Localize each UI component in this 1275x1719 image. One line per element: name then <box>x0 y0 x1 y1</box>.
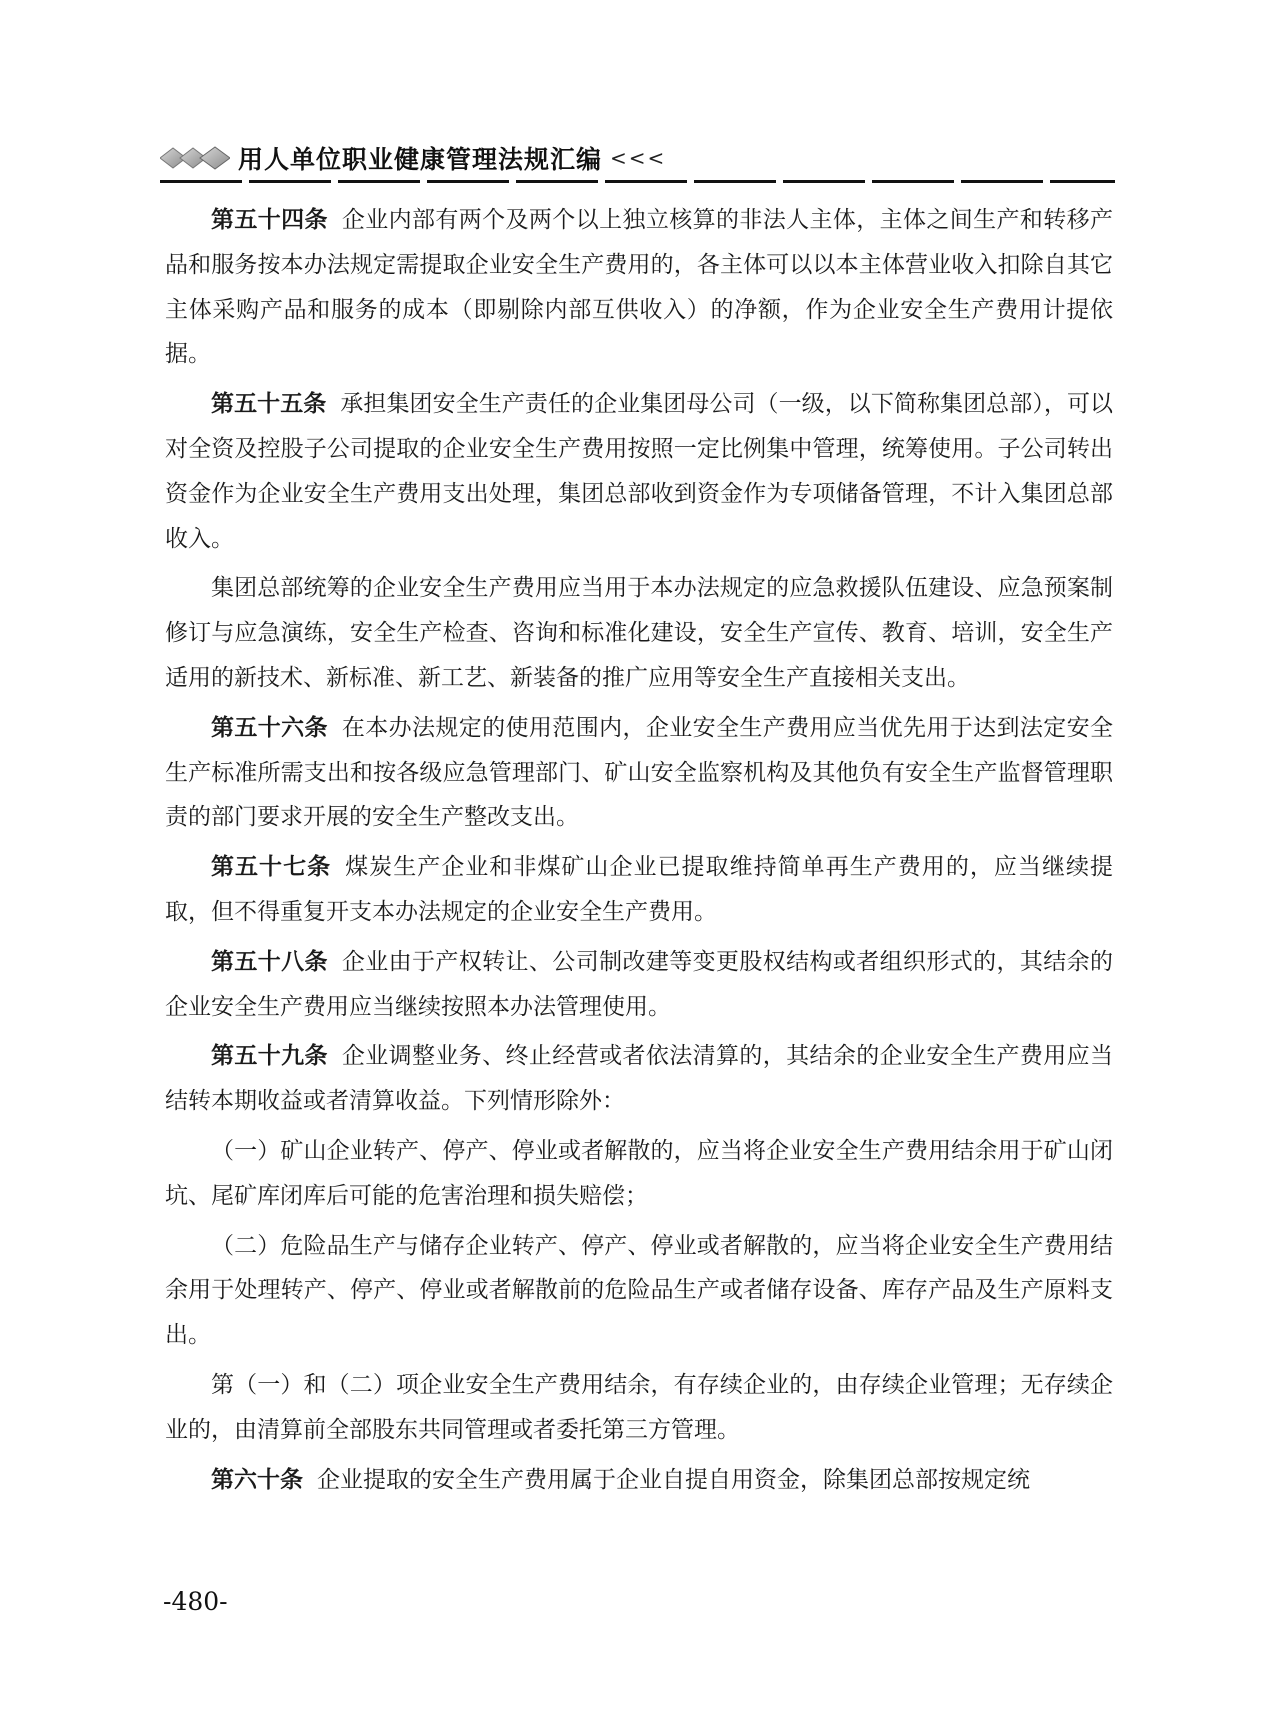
article-text: 企业提取的安全生产费用属于企业自提自用资金，除集团总部按规定统 <box>317 1466 1030 1493</box>
header-title: 用人单位职业健康管理法规汇编 <box>238 145 603 174</box>
article-text: （二）危险品生产与储存企业转产、停产、停业或者解散的，应当将企业安全生产费用结余用于处理转产、停产、停业或者解散前的危险品生产或者储存设备、库存产品及生产原料支出。 <box>165 1232 1113 1349</box>
article-54-paragraph <box>165 198 1113 377</box>
article-text: 在本办法规定的使用范围内，企业安全生产费用应当优先用于达到法定安全生产标准所需支出和按各级应急管理部门、矿山安全监察机构及其他负有安全生产监督管理职责的部门要求开展的安全生产整改支出。 <box>165 714 1114 831</box>
article-55-paragraph <box>165 382 1113 561</box>
article-text: 集团总部统筹的企业安全生产费用应当用于本办法规定的应急救援队伍建设、应急预案制修订与应急演练，安全生产检查、咨询和标准化建设，安全生产宣传、教育、培训，安全生产适用的新技术、新标准、新工艺、新装备的推广应用等安全生产直接相关支出。 <box>165 575 1113 691</box>
header-divider <box>160 180 1115 183</box>
article-text: 企业调整业务、终止经营或者依法清算的，其结余的企业安全生产费用应当结转本期收益或者清算收益。下列情形除外： <box>165 1043 1114 1115</box>
article-59-paragraph <box>165 1034 1113 1124</box>
diamond-arrows-logo-icon <box>160 145 230 171</box>
article-text: 企业由于产权转让、公司制改建等变更股权结构或者组织形式的，其结余的企业安全生产费用应当继续按照本办法管理使用。 <box>165 948 1114 1020</box>
header-chevrons: <<< <box>610 146 667 170</box>
article-56-paragraph <box>165 706 1113 840</box>
article-text: 企业内部有两个及两个以上独立核算的非法人主体，主体之间生产和转移产品和服务按本办法规定需提取企业安全生产费用的，各主体可以以本主体营业收入扣除自其它主体采购产品和服务的成本（即剔除内部互供收入）的净额，作为企业安全生产费用计提依据。 <box>165 207 1114 368</box>
article-60-paragraph <box>165 1458 1113 1503</box>
article-number: 第五十六条 <box>211 714 328 741</box>
body-text <box>165 198 1113 1507</box>
running-header <box>160 138 1115 178</box>
article-number: 第五十七条 <box>211 854 332 881</box>
article-number: 第五十九条 <box>211 1043 328 1070</box>
page-number: -480- <box>163 1587 228 1616</box>
article-59-closing-paragraph <box>165 1363 1113 1453</box>
article-number: 第五十四条 <box>211 207 328 233</box>
article-55-continuation-paragraph <box>165 566 1113 700</box>
article-text: 煤炭生产企业和非煤矿山企业已提取维持简单再生产费用的，应当继续提取，但不得重复开支本办法规定的企业安全生产费用。 <box>165 854 1114 925</box>
article-57-paragraph <box>165 845 1113 935</box>
article-number: 第六十条 <box>211 1466 303 1493</box>
article-text: 第（一）和（二）项企业安全生产费用结余，有存续企业的，由存续企业管理；无存续企业的，由清算前全部股东共同管理或者委托第三方管理。 <box>165 1371 1113 1443</box>
article-58-paragraph <box>165 940 1113 1030</box>
article-text: （一）矿山企业转产、停产、停业或者解散的，应当将企业安全生产费用结余用于矿山闭坑、尾矿库闭库后可能的危害治理和损失赔偿； <box>165 1137 1113 1209</box>
article-59-item-1-paragraph <box>165 1129 1113 1219</box>
article-text: 承担集团安全生产责任的企业集团母公司（一级，以下简称集团总部），可以对全资及控股子公司提取的企业安全生产费用按照一定比例集中管理，统筹使用。子公司转出资金作为企业安全生产费用支出处理，集团总部收到资金作为专项储备管理，不计入集团总部收入。 <box>165 391 1114 552</box>
article-59-item-2-paragraph <box>165 1224 1113 1358</box>
article-number: 第五十八条 <box>211 948 328 975</box>
article-number: 第五十五条 <box>211 391 327 418</box>
